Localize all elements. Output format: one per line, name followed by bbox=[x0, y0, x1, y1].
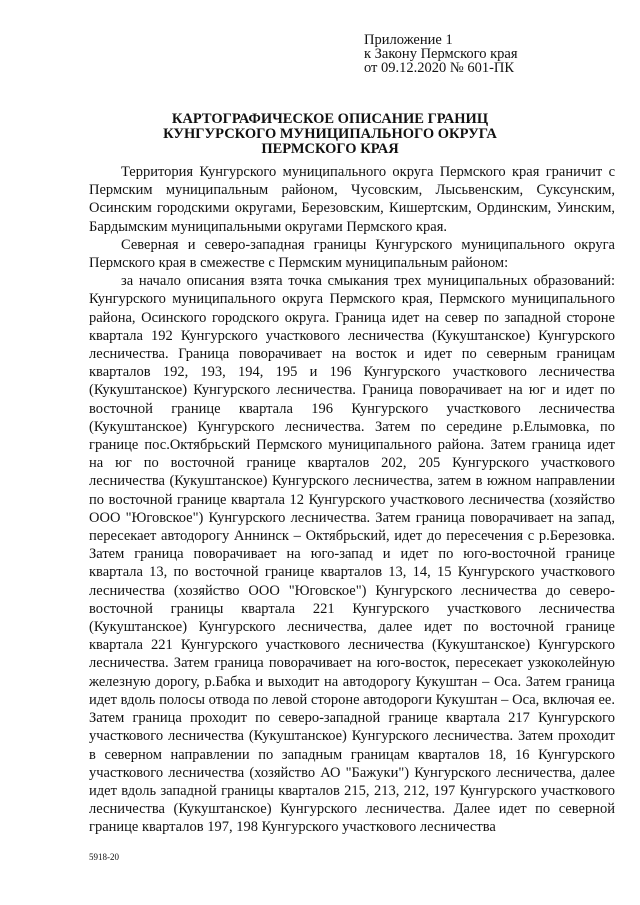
document-body bbox=[89, 163, 615, 837]
document-title bbox=[60, 112, 600, 157]
title-line-1: КАРТОГРАФИЧЕСКОЕ ОПИСАНИЕ ГРАНИЦ bbox=[171, 111, 489, 127]
title-line-3: ПЕРМСКОГО КРАЯ bbox=[261, 141, 399, 157]
paragraph-territory: Территория Кунгурского муниципального округа Пермского края граничит с Пермским муниципальным районом, Чусовским, Лысьвенским, Суксунским, Осинским городскими округами, Березовским, Кишертским, Ординским, Уинским, Бардымским муниципальными округами Пермского края. bbox=[89, 164, 615, 235]
title-line-2: КУНГУРСКОГО МУНИЦИПАЛЬНОГО ОКРУГА bbox=[163, 126, 497, 142]
appendix-reference bbox=[364, 33, 604, 75]
appendix-line-1: Приложение 1 bbox=[364, 32, 453, 48]
paragraph-border-description: за начало описания взята точка смыкания трех муниципальных образований: Кунгурского муниципального округа Пермского края, Пермского муниципального района, Осинского городского округа. Граница идет на север по западной стороне квартала 192 Кунгурского участкового лесничества (Кукуштанское) Кунгурского лесничества. Граница поворачивает на восток и идет по северным границам кварталов 192, 193, 194, 195 и 196 Кунгурского участкового лесничества (Кукуштанское) Кунгурского лесничества. Граница поворачивает на юг и идет по восточной границе квартала 196 Кунгурского участкового лесничества (Кукуштанское) Кунгурского лесничества. Затем по середине р.Елымовка, по границе пос.Октябрьский Пермского муниципального района. Затем граница идет на юг по восточной границе кварталов 202, 205 Кунгурского участкового лесничества (Кукуштанское) Кунгурского лесничества, затем в южном направлении по восточной границе квартала 12 Кунгурского участкового лесничества (хозяйство ООО "Юговское") Кунгурского лесничества. Затем граница поворачивает на запад, пересекает автодорогу Аннинск – Октябрьский, идет до пересечения с р.Березовка. Затем граница поворачивает на юго-запад и идет по юго-восточной границе квартала 13, по восточной границе кварталов 13, 14, 15 Кунгурского участкового лесничества (хозяйство ООО "Юговское") Кунгурского лесничества до северо-восточной границы квартала 221 Кунгурского участкового лесничества (Кукуштанское) Кунгурского лесничества, далее идет по восточной границе квартала 221 Кунгурского участкового лесничества (Кукуштанское) Кунгурского лесничества. Затем граница поворачивает на юго-восток, пересекает узкоколейную железную дорогу, р.Бабка и выходит на автодорогу Кукуштан – Оса. Затем граница идет вдоль полосы отвода по левой стороне автодороги Кукуштан – Оса, включая ее. Затем граница проходит по северо-западной границе квартала 217 Кунгурского участкового лесничества (Кукуштанское) Кунгурского лесничества. Затем проходит в северном направлении по западным границам кварталов 18, 16 Кунгурского участкового лесничества (хозяйство АО "Бажуки") Кунгурского лесничества, далее идет вдоль западной границы кварталов 215, 213, 212, 197 Кунгурского участкового лесничества (Кукуштанское) Кунгурского лесничества. Далее идет по северной границе кварталов 197, 198 Кунгурского участкового лесничества bbox=[89, 273, 615, 836]
paragraph-north-border-heading: Северная и северо-западная границы Кунгурского муниципального округа Пермского края в смежестве с Пермским муниципальным районом: bbox=[89, 236, 615, 272]
document-code: 5918-20 bbox=[89, 852, 119, 862]
appendix-line-3: от 09.12.2020 № 601-ПК bbox=[364, 60, 515, 76]
appendix-line-2: к Закону Пермского края bbox=[364, 46, 518, 62]
